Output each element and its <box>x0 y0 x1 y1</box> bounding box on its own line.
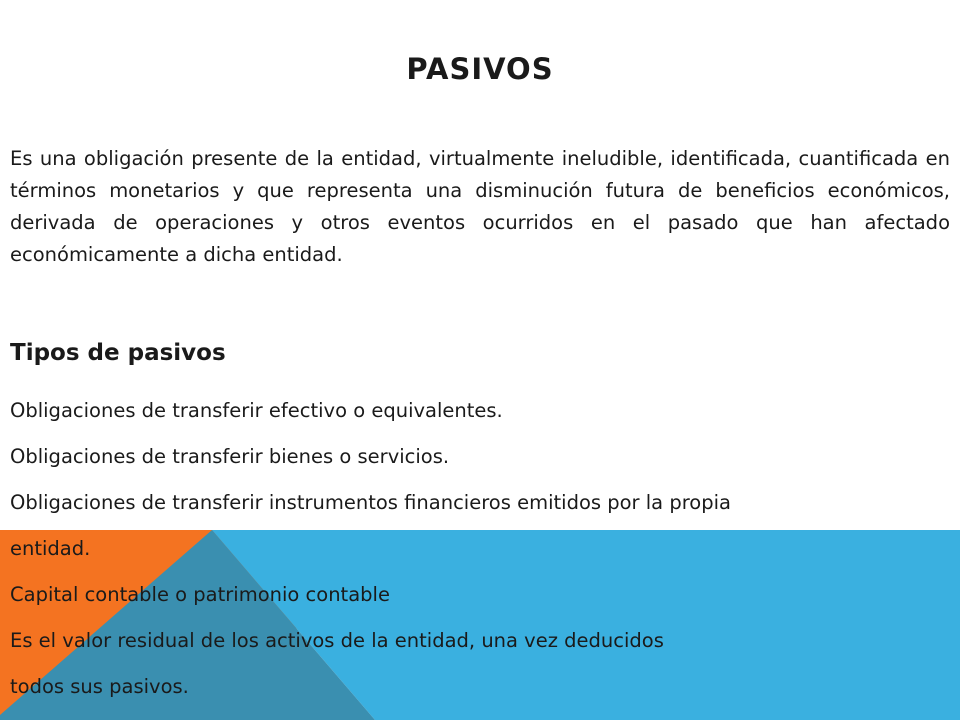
list-line: Obligaciones de transferir instrumentos financieros emitidos por la propia <box>10 491 731 514</box>
list-line: Obligaciones de transferir bienes o servicios. <box>10 445 450 468</box>
list-line: Capital contable o patrimonio contable <box>10 583 390 606</box>
list-line: entidad. <box>10 537 91 560</box>
types-list <box>10 388 950 710</box>
slide-title: PASIVOS <box>406 52 554 86</box>
definition-paragraph: Es una obligación presente de la entidad, virtualmente ineludible, identificada, cuantificada en términos monetarios y que representa una disminución futura de beneficios económicos, derivada de operaciones y otros eventos ocurridos en el pasado que han afectado económicamente a dicha entidad. <box>10 147 950 266</box>
list-line: Es el valor residual de los activos de la entidad, una vez deducidos <box>10 629 664 652</box>
list-line: Obligaciones de transferir efectivo o equivalentes. <box>10 399 503 422</box>
types-heading: Tipos de pasivos <box>10 340 226 366</box>
list-line: todos sus pasivos. <box>10 675 189 698</box>
